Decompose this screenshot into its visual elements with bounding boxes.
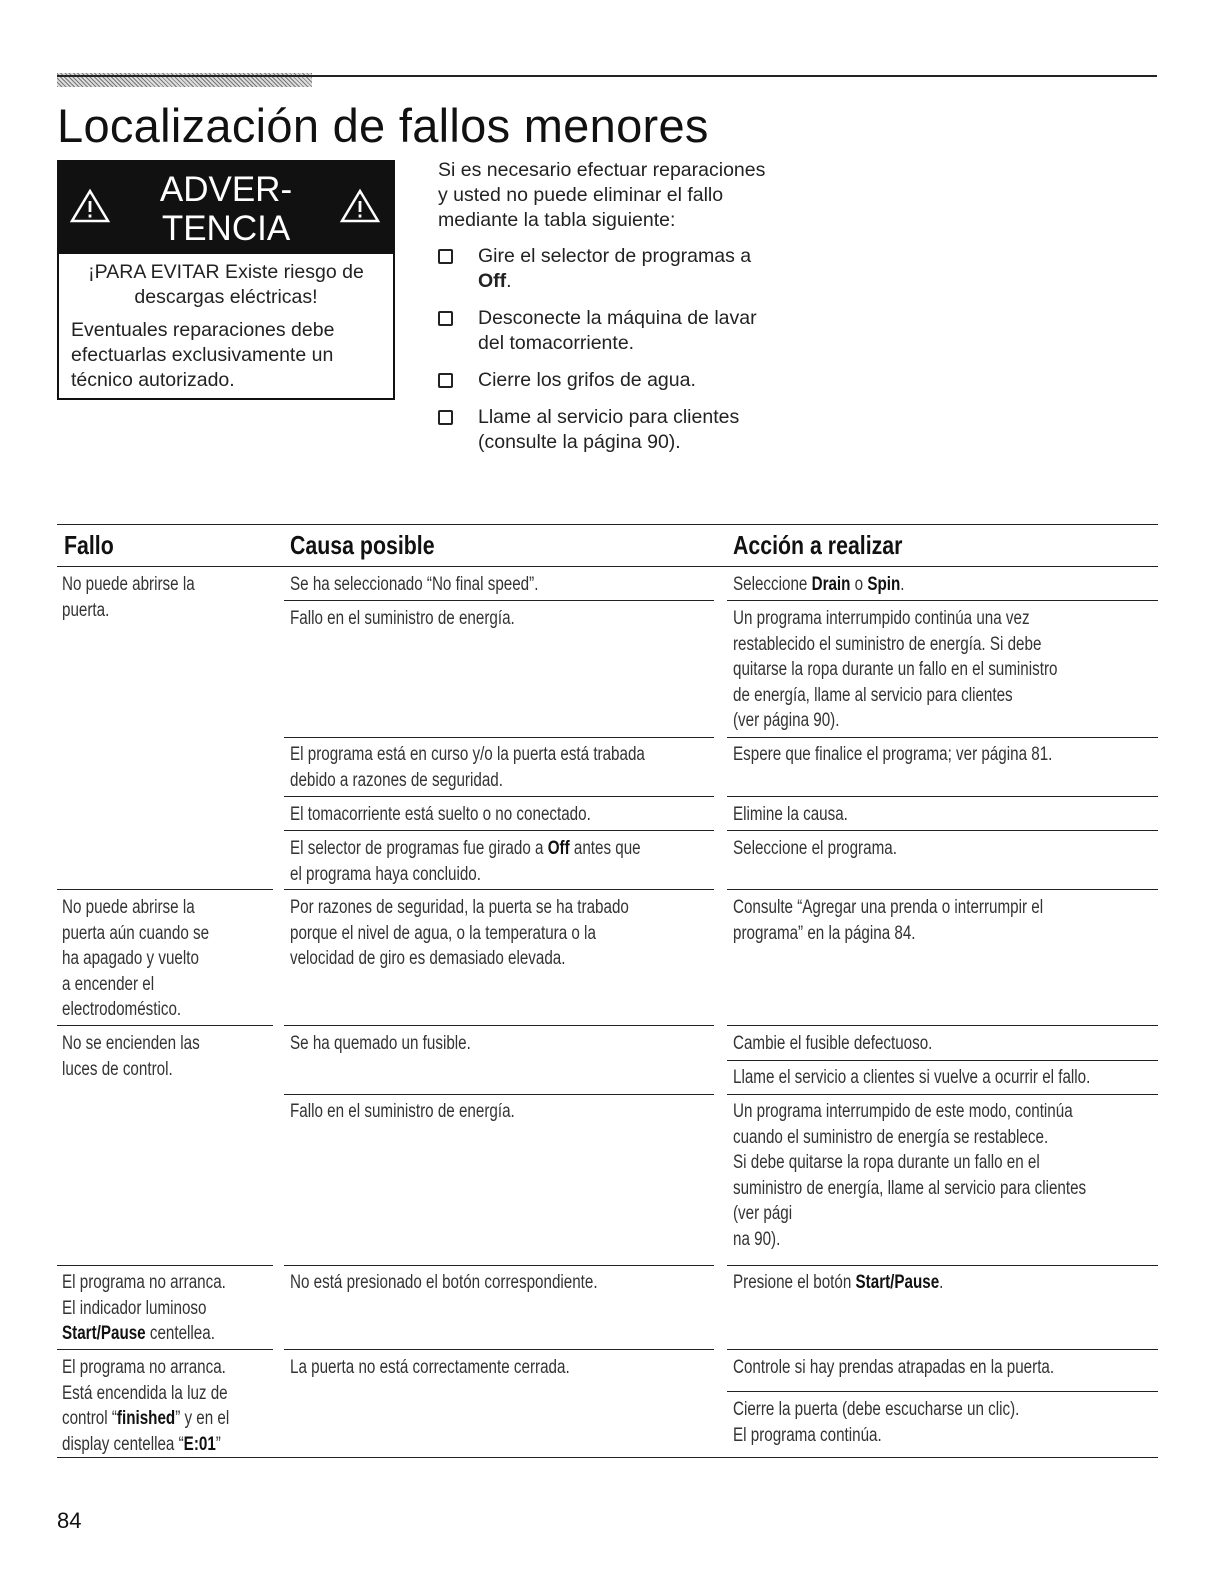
table-bottom-rule bbox=[57, 1457, 1158, 1458]
accion-cell: Presione el botón Start/Pause. bbox=[733, 1272, 944, 1293]
row-rule bbox=[284, 796, 714, 797]
warning-text-2: Eventuales reparaciones debe efectuarlas exclusivamente un técnico autorizado. bbox=[71, 319, 335, 391]
causa-cell: El programa está en curso y/o la puerta está trabada debido a razones de seguridad. bbox=[290, 744, 645, 791]
accion-cell: Controle si hay prendas atrapadas en la puerta. bbox=[733, 1357, 1055, 1378]
row-rule bbox=[57, 1025, 273, 1026]
column-header-accion: Acción a realizar bbox=[733, 530, 903, 560]
accion-cell: Seleccione Drain o Spin. bbox=[733, 574, 905, 595]
accion-cell: Cierre la puerta (debe escucharse un clic). El programa continúa. bbox=[733, 1399, 1020, 1446]
table-header-rule bbox=[57, 566, 1158, 567]
row-rule bbox=[727, 1094, 1158, 1095]
row-rule bbox=[57, 889, 273, 890]
accion-cell: Consulte “Agregar una prenda o interrumpir el programa” en la página 84. bbox=[733, 897, 1044, 944]
row-rule bbox=[727, 830, 1158, 831]
checkbox-icon bbox=[438, 311, 453, 326]
column-header-causa: Causa posible bbox=[290, 530, 435, 560]
row-rule bbox=[284, 600, 714, 601]
row-rule bbox=[727, 1265, 1158, 1266]
warning-box bbox=[57, 160, 395, 400]
header-rule bbox=[57, 75, 1157, 77]
row-rule bbox=[284, 1265, 714, 1266]
warning-text-1: ¡PARA EVITAR Existe riesgo de descargas eléctricas! bbox=[88, 261, 364, 308]
row-rule bbox=[727, 1391, 1158, 1392]
warning-title: ADVER- TENCIA bbox=[159, 170, 293, 248]
row-rule bbox=[284, 1094, 714, 1095]
table-top-rule bbox=[57, 524, 1158, 525]
row-rule bbox=[727, 600, 1158, 601]
accion-cell: Elimine la causa. bbox=[733, 804, 848, 825]
row-rule bbox=[284, 830, 714, 831]
causa-cell: El tomacorriente está suelto o no conectado. bbox=[290, 804, 591, 825]
fallo-cell: No puede abrirse la puerta aún cuando se ha apagado y vuelto a encender el electrodoméstico. bbox=[62, 897, 210, 1020]
causa-cell: El selector de programas fue girado a Off antes que el programa haya concluido. bbox=[290, 838, 641, 885]
page-title: Localización de fallos menores bbox=[57, 99, 709, 152]
accion-cell: Espere que finalice el programa; ver página 81. bbox=[733, 744, 1053, 765]
row-rule bbox=[57, 1265, 273, 1266]
causa-cell: No está presionado el botón correspondiente. bbox=[290, 1272, 598, 1293]
row-rule bbox=[727, 1025, 1158, 1026]
row-rule bbox=[727, 889, 1158, 890]
step-list bbox=[438, 244, 778, 455]
causa-cell: Se ha seleccionado “No final speed”. bbox=[290, 574, 539, 595]
row-rule bbox=[284, 1349, 714, 1350]
row-rule bbox=[727, 1060, 1158, 1061]
row-rule bbox=[57, 1349, 273, 1350]
causa-cell: Se ha quemado un fusible. bbox=[290, 1033, 471, 1054]
row-rule bbox=[727, 737, 1158, 738]
step-item: Desconecte la máquina de lavar del tomacorriente. bbox=[438, 306, 778, 356]
checkbox-icon bbox=[438, 249, 453, 264]
row-rule bbox=[284, 1025, 714, 1026]
accion-cell: Un programa interrumpido continúa una vez restablecido el suministro de energía. Si debe quitarse la ropa durante un fallo en el suministro de energía, llame al servicio para clientes (ver página 90). bbox=[733, 608, 1058, 731]
causa-cell: Fallo en el suministro de energía. bbox=[290, 1101, 515, 1122]
accion-cell: Llame el servicio a clientes si vuelve a ocurrir el fallo. bbox=[733, 1067, 1091, 1088]
step-item: Cierre los grifos de agua. bbox=[438, 368, 778, 393]
checkbox-icon bbox=[438, 410, 453, 425]
row-rule bbox=[284, 737, 714, 738]
causa-cell: Por razones de seguridad, la puerta se ha trabado porque el nivel de agua, o la temperatura o la velocidad de giro es demasiado elevada. bbox=[290, 897, 629, 969]
fallo-cell: No puede abrirse la puerta. bbox=[62, 574, 195, 621]
accion-cell: Seleccione el programa. bbox=[733, 838, 897, 859]
intro-section bbox=[438, 158, 778, 467]
row-rule bbox=[284, 889, 714, 890]
accion-cell: Cambie el fusible defectuoso. bbox=[733, 1033, 933, 1054]
fallo-cell: El programa no arranca. Está encendida la luz de control “finished” y en el display centellea “E:01” bbox=[62, 1357, 230, 1455]
causa-cell: Fallo en el suministro de energía. bbox=[290, 608, 515, 629]
causa-cell: La puerta no está correctamente cerrada. bbox=[290, 1357, 570, 1378]
checkbox-icon bbox=[438, 373, 453, 388]
fallo-cell: No se encienden las luces de control. bbox=[62, 1033, 200, 1080]
step-item: Llame al servicio para clientes (consulte la página 90). bbox=[438, 405, 778, 455]
fallo-cell: El programa no arranca. El indicador luminoso Start/Pause centellea. bbox=[62, 1272, 226, 1344]
warning-header bbox=[59, 162, 393, 254]
warning-triangle-icon bbox=[339, 188, 381, 224]
step-item: Gire el selector de programas a Off. bbox=[438, 244, 778, 294]
intro-text: Si es necesario efectuar reparaciones y usted no puede eliminar el fallo mediante la tabla siguiente: bbox=[438, 159, 766, 231]
page-number: 84 bbox=[57, 1508, 82, 1533]
column-header-fallo: Fallo bbox=[64, 530, 114, 560]
accion-cell: Un programa interrumpido de este modo, continúa cuando el suministro de energía se restablece. Si debe quitarse la ropa durante un fallo en el suministro de energía, llame al servicio para clientes (ver pági na 90). bbox=[733, 1101, 1087, 1250]
row-rule bbox=[727, 796, 1158, 797]
row-rule bbox=[727, 1349, 1158, 1350]
